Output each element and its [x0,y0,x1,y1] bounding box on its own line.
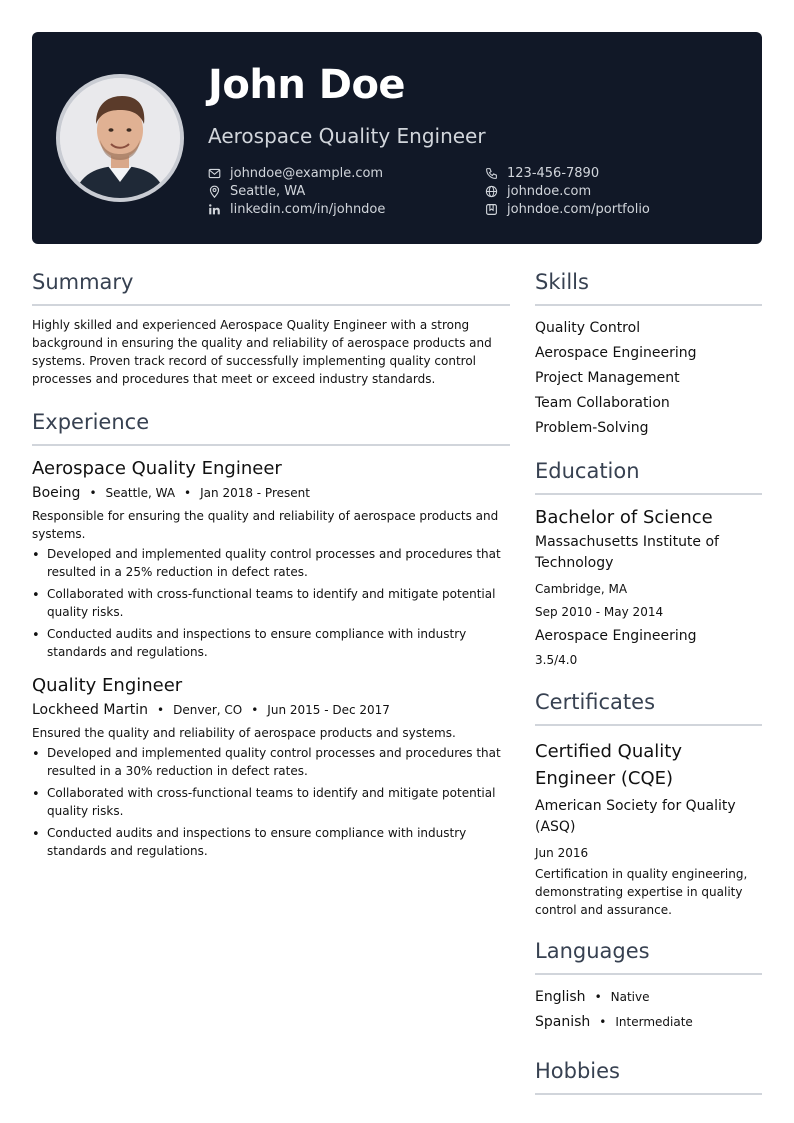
contact-phone-text: 123-456-7890 [507,166,600,181]
phone-icon [485,167,498,180]
certificate-issuer: American Society for Quality (ASQ) [535,798,736,835]
education-school: Massachusetts Institute of Technology [535,534,719,571]
location-pin-icon [208,185,221,198]
contact-website-text: johndoe.com [507,184,592,199]
side-column [535,270,762,1105]
skill-item: Project Management [535,370,680,386]
contact-email-text: johndoe@example.com [230,166,384,181]
language-name: English [535,989,586,1005]
certificates-heading: Certificates [535,690,762,726]
job-location: Seattle, WA [105,486,176,500]
certificate-description: Certification in quality engineering, demonstrating expertise in quality control and assurance. [535,867,748,917]
job-bullet: • Conducted audits and inspections to ensure compliance with industry standards and regulations. [32,625,510,661]
language-level: Intermediate [615,1015,693,1029]
language-item [535,1010,762,1035]
experience-item [32,675,510,860]
contact-website[interactable] [485,184,591,199]
globe-icon [485,185,498,198]
candidate-name: John Doe [208,62,406,108]
skill-item: Team Collaboration [535,395,670,411]
separator-dot: • [89,486,97,500]
education-gpa: 3.5/4.0 [535,653,578,667]
job-company: Boeing [32,485,81,501]
contact-linkedin-text: linkedin.com/in/johndoe [230,202,386,217]
experience-item [32,458,510,661]
contact-location [208,184,305,199]
profile-photo-image [60,78,180,198]
separator-dot: • [157,703,165,717]
certificate-date: Jun 2016 [535,846,589,860]
education-field: Aerospace Engineering [535,628,697,644]
linkedin-icon [208,203,221,216]
separator-dot: • [184,486,192,500]
job-bullet: • Developed and implemented quality control processes and procedures that resulted in a 25% reduction in defect rates. [32,545,510,581]
job-dates: Jun 2015 - Dec 2017 [267,703,390,717]
profile-photo [56,74,184,202]
languages-heading: Languages [535,939,762,975]
contact-email[interactable] [208,166,383,181]
skill-item: Quality Control [535,320,641,336]
hobbies-heading: Hobbies [535,1059,762,1095]
job-dates: Jan 2018 - Present [200,486,310,500]
language-level: Native [610,990,650,1004]
job-title: Quality Engineer [32,675,183,696]
candidate-title: Aerospace Quality Engineer [208,124,486,148]
summary-text: Highly skilled and experienced Aerospace Quality Engineer with a strong background in ensuring the quality and reliability of aerospace products and systems. Proven track record of successfully implementing quality control processes and procedures that meet or exceed industry standards. [32,318,492,386]
job-bullet: • Conducted audits and inspections to ensure compliance with industry standards and regulations. [32,824,510,860]
contact-portfolio[interactable] [485,202,650,217]
skill-item: Aerospace Engineering [535,345,697,361]
certificate-name: Certified Quality Engineer (CQE) [535,741,682,789]
job-location: Denver, CO [173,703,243,717]
separator-dot: • [594,990,602,1004]
skill-item: Problem-Solving [535,420,649,436]
job-description: Ensured the quality and reliability of aerospace products and systems. [32,726,456,740]
language-item [535,985,762,1010]
job-title: Aerospace Quality Engineer [32,458,282,479]
job-bullet: • Developed and implemented quality control processes and procedures that resulted in a 30% reduction in defect rates. [32,744,510,780]
education-heading: Education [535,459,762,495]
resume-header [32,32,762,244]
portfolio-icon [485,203,498,216]
skills-heading: Skills [535,270,762,306]
contact-phone[interactable] [485,166,599,181]
job-description: Responsible for ensuring the quality and reliability of aerospace products and systems. [32,509,499,541]
mail-icon [208,167,221,180]
experience-heading: Experience [32,410,510,446]
contact-location-text: Seattle, WA [230,184,306,199]
education-degree: Bachelor of Science [535,507,713,528]
summary-heading: Summary [32,270,510,306]
job-bullet: • Collaborated with cross-functional teams to identify and mitigate potential quality risks. [32,585,510,621]
contact-linkedin[interactable] [208,202,385,217]
job-bullets [32,545,510,661]
job-meta [32,485,510,501]
main-column [32,270,510,864]
language-name: Spanish [535,1014,591,1030]
separator-dot: • [599,1015,607,1029]
job-bullet: • Collaborated with cross-functional teams to identify and mitigate potential quality risks. [32,784,510,820]
education-dates: Sep 2010 - May 2014 [535,605,664,619]
education-location: Cambridge, MA [535,582,628,596]
contact-portfolio-text: johndoe.com/portfolio [507,202,650,217]
separator-dot: • [251,703,259,717]
job-meta [32,702,510,718]
job-company: Lockheed Martin [32,702,149,718]
job-bullets [32,744,510,860]
